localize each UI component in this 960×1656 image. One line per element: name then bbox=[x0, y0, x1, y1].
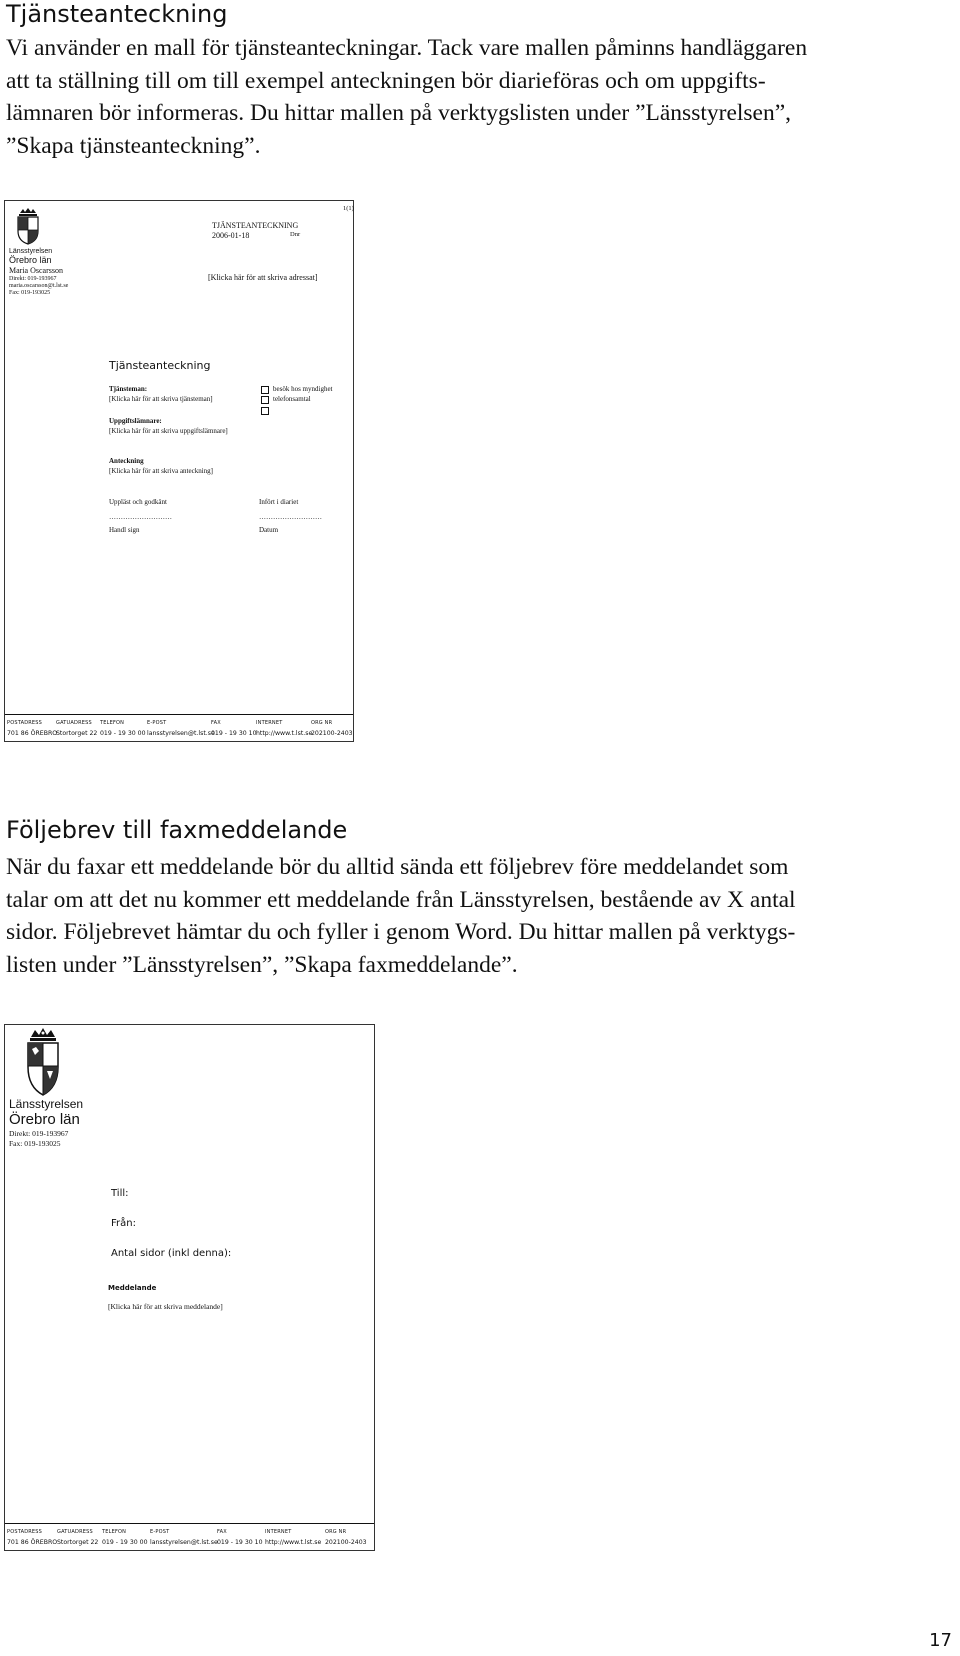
contact-block bbox=[9, 1129, 68, 1149]
footer-value-telefon: 019 - 19 30 00 bbox=[100, 730, 146, 737]
coat-of-arms-logo bbox=[15, 207, 41, 245]
section-paragraph-1 bbox=[6, 32, 906, 162]
org-line-1: Länsstyrelsen bbox=[9, 248, 53, 255]
message-placeholder[interactable]: [Klicka här för att skriva meddelande] bbox=[108, 1302, 223, 1311]
direct-phone: Direkt: 019-193967 bbox=[9, 276, 57, 282]
footer-value-gatuadress: Stortorget 22 bbox=[57, 1539, 99, 1546]
footer-value-fax: 019 - 19 30 10 bbox=[211, 730, 257, 737]
doc-date: 2006-01-18 bbox=[212, 231, 250, 240]
footer-label-telefon: TELEFON bbox=[100, 720, 125, 726]
org-line-2: Örebro län bbox=[9, 255, 52, 265]
to-label: Till: bbox=[111, 1188, 129, 1199]
coat-of-arms-logo bbox=[23, 1027, 63, 1097]
message-label: Meddelande bbox=[108, 1284, 157, 1292]
footer-label-telefon: TELEFON bbox=[102, 1529, 127, 1535]
footer-label-gatuadress: GATUADRESS bbox=[56, 720, 92, 726]
footer-value-internet: http://www.t.lst.se bbox=[265, 1539, 322, 1546]
paragraph-line: När du faxar ett meddelande bör du alltid sända ett följebrev före meddelandet som bbox=[6, 854, 789, 880]
footer-value-telefon: 019 - 19 30 00 bbox=[102, 1539, 148, 1546]
footer-label-fax: FAX bbox=[211, 720, 221, 726]
footer-label-gatuadress: GATUADRESS bbox=[57, 1529, 93, 1535]
informant-label: Uppgiftslämnare: bbox=[109, 417, 162, 425]
date-dots: ……………………… bbox=[259, 513, 322, 521]
footer-label-postadress: POSTADRESS bbox=[7, 720, 43, 726]
footer-label-internet: INTERNET bbox=[256, 720, 283, 726]
paragraph-line: Vi använder en mall för tjänsteanteckningar. Tack vare mallen påminns handläggaren bbox=[6, 35, 808, 61]
address-placeholder[interactable]: [Klicka här för att skriva adressat] bbox=[208, 273, 318, 282]
footer-value-orgnr: 202100-2403 bbox=[325, 1539, 367, 1546]
direct-phone: Direkt: 019-193967 bbox=[9, 1129, 69, 1138]
from-label: Från: bbox=[111, 1218, 136, 1229]
contact-block bbox=[9, 276, 68, 297]
footer-value-gatuadress: Stortorget 22 bbox=[56, 730, 98, 737]
footer-label-fax: FAX bbox=[217, 1529, 227, 1535]
footer-label-epost: E-POST bbox=[150, 1529, 170, 1535]
person-name: Maria Oscarsson bbox=[9, 266, 63, 275]
footer-value-epost: lansstyrelsen@t.lst.se bbox=[147, 730, 215, 737]
email: maria.oscarsson@t.lst.se bbox=[9, 283, 69, 289]
registered-label: Infört i diariet bbox=[259, 498, 299, 506]
pages-label: Antal sidor (inkl denna): bbox=[111, 1248, 232, 1259]
footer-label-epost: E-POST bbox=[147, 720, 167, 726]
org-line-1: Länsstyrelsen bbox=[9, 1097, 84, 1111]
fax-number: Fax: 019-193025 bbox=[9, 1139, 61, 1148]
footer-value-orgnr: 202100-2403 bbox=[311, 730, 353, 737]
official-label: Tjänsteman: bbox=[109, 385, 148, 393]
footer-value-postadress: 701 86 ÖREBRO bbox=[7, 1539, 58, 1546]
checkbox-phone-label: telefonsamtal bbox=[273, 395, 311, 403]
footer-value-fax: 019 - 19 30 10 bbox=[217, 1539, 263, 1546]
note-label: Anteckning bbox=[109, 457, 144, 465]
fax-number: Fax: 019-193025 bbox=[9, 290, 51, 296]
section-paragraph-2 bbox=[6, 851, 906, 981]
paragraph-line: lämnaren bör informeras. Du hittar mallen på verktygslisten under ”Länsstyrelsen”, bbox=[6, 100, 792, 126]
doc-heading: Tjänsteanteckning bbox=[109, 359, 211, 372]
doc-type-title: TJÄNSTEANTECKNING bbox=[212, 221, 299, 230]
note-placeholder[interactable]: [Klicka här för att skriva anteckning] bbox=[109, 467, 213, 475]
paragraph-line: sidor. Följebrevet hämtar du och fyller i genom Word. Du hittar mallen på verktygs- bbox=[6, 919, 796, 945]
checkbox-other[interactable] bbox=[261, 407, 269, 415]
paragraph-line: talar om att det nu kommer ett meddelande från Länsstyrelsen, bestående av X antal bbox=[6, 886, 796, 913]
date-label: Datum bbox=[259, 526, 279, 534]
signature-dots: ……………………… bbox=[109, 513, 172, 521]
org-line-2: Örebro län bbox=[9, 1111, 80, 1128]
paragraph-line: ”Skapa tjänsteanteckning”. bbox=[6, 132, 261, 159]
footer-label-orgnr: ORG NR bbox=[311, 720, 333, 726]
tjansteanteckning-template-preview bbox=[4, 200, 354, 742]
footer-divider bbox=[5, 1523, 374, 1524]
informant-placeholder[interactable]: [Klicka här för att skriva uppgiftslämnare] bbox=[109, 427, 228, 435]
checkbox-phone[interactable] bbox=[261, 396, 269, 404]
paragraph-line: att ta ställning till om till exempel anteckningen bör diarieföras och om uppgifts- bbox=[6, 67, 766, 94]
dnr-label: Dnr bbox=[290, 231, 301, 238]
footer-label-postadress: POSTADRESS bbox=[7, 1529, 43, 1535]
page-number: 17 bbox=[929, 1630, 952, 1651]
checkbox-visit-label: besök hos myndighet bbox=[273, 385, 333, 393]
sign-label: Handl sign bbox=[109, 526, 140, 534]
section-heading-foljebrev: Följebrev till faxmeddelande bbox=[6, 816, 348, 844]
org-name bbox=[9, 247, 52, 265]
approved-label: Uppläst och godkänt bbox=[109, 498, 167, 506]
footer-value-internet: http://www.t.lst.se bbox=[256, 730, 313, 737]
section-heading-tjansteanteckning: Tjänsteanteckning bbox=[6, 0, 228, 28]
footer-divider bbox=[5, 714, 353, 715]
footer-value-epost: lansstyrelsen@t.lst.se bbox=[150, 1539, 218, 1546]
footer-label-internet: INTERNET bbox=[265, 1529, 292, 1535]
footer-label-orgnr: ORG NR bbox=[325, 1529, 347, 1535]
paragraph-line: listen under ”Länsstyrelsen”, ”Skapa faxmeddelande”. bbox=[6, 951, 518, 978]
page-count: 1(1) bbox=[343, 205, 354, 212]
official-placeholder[interactable]: [Klicka här för att skriva tjänsteman] bbox=[109, 395, 213, 403]
checkbox-visit[interactable] bbox=[261, 386, 269, 394]
fax-cover-template-preview bbox=[4, 1024, 375, 1551]
org-name bbox=[9, 1097, 83, 1127]
footer-value-postadress: 701 86 ÖREBRO bbox=[7, 730, 58, 737]
